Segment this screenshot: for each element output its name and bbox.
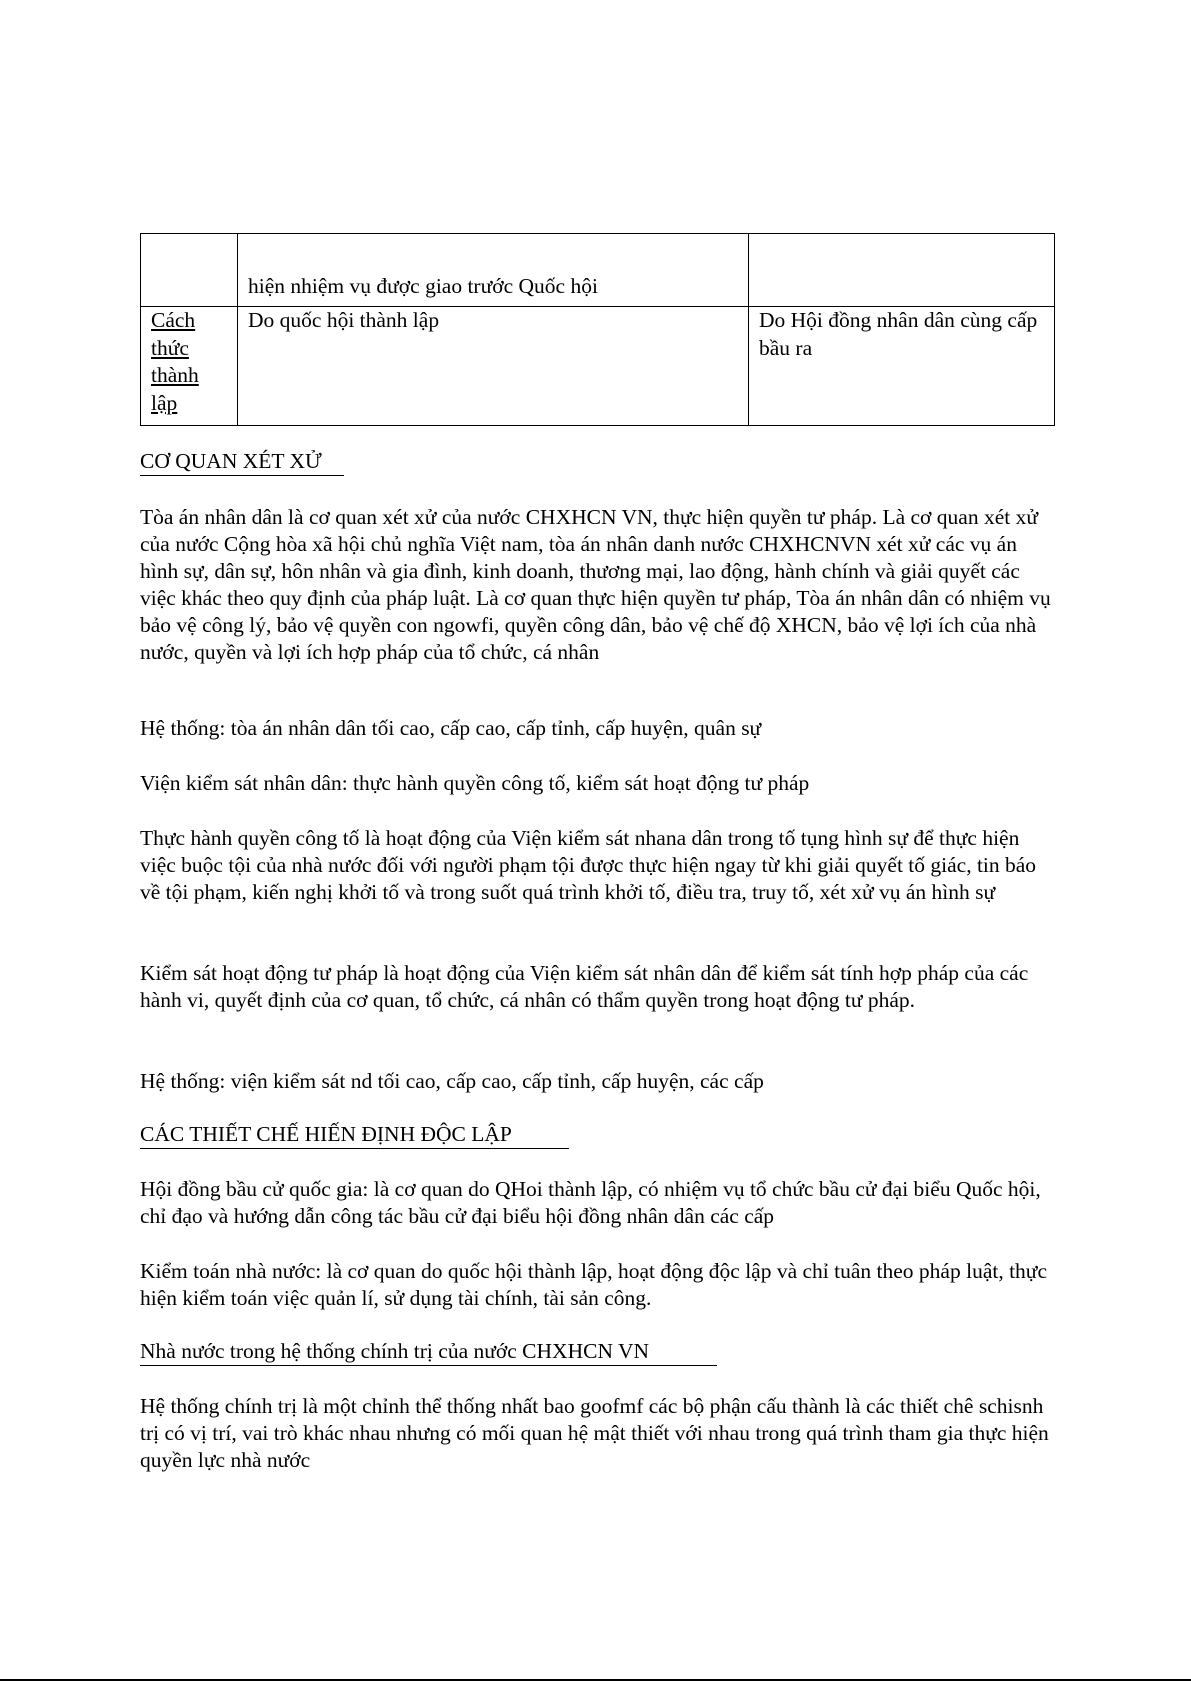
row-label-cell — [141, 307, 238, 426]
table-cell: Do quốc hội thành lập — [238, 307, 749, 426]
row-label-line: lập — [151, 390, 178, 415]
paragraph-vien-kiem-sat: Viện kiểm sát nhân dân: thực hành quyền công tố, kiểm sát hoạt động tư pháp — [140, 771, 810, 795]
comparison-table — [140, 233, 1055, 426]
row-label-line: thức — [151, 335, 189, 360]
row-label-line: thành — [151, 363, 199, 387]
paragraph-toa-an: Tòa án nhân dân là cơ quan xét xử của nước CHXHCN VN, thực hiện quyền tư pháp. Là cơ quan xét xử của nước Cộng hòa xã hội chủ nghĩa Việt nam, tòa án nhân danh nước CHXHCNVN xét xử các vụ án hình sự, dân sự, hôn nhân và gia đình, kinh doanh, thương mại, lao động, hành chính và giải quyết các việc khác theo quy định của pháp luật. Là cơ quan thực hiện quyền tư pháp, Tòa án nhân dân có nhiệm vụ bảo vệ công lý, bảo vệ quyền con ngowfi, quyền công dân, bảo vệ chế độ XHCN, bảo vệ lợi ích của nhà nước, quyền và lợi ích hợp pháp của tổ chức, cá nhân — [140, 505, 1051, 664]
heading-thiet-che: CÁC THIẾT CHẾ HIẾN ĐỊNH ĐỘC LẬP — [140, 1121, 569, 1149]
paragraph-he-thong-toa-an: Hệ thống: tòa án nhân dân tối cao, cấp cao, cấp tỉnh, cấp huyện, quân sự — [140, 716, 762, 740]
paragraph-kiem-toan: Kiểm toán nhà nước: là cơ quan do quốc hội thành lập, hoạt động độc lập và chỉ tuân theo pháp luật, thực hiện kiểm toán việc quản lí, sử dụng tài chính, tài sản công. — [140, 1259, 1047, 1310]
paragraph-he-thong-vks: Hệ thống: viện kiểm sát nd tối cao, cấp cao, cấp tỉnh, cấp huyện, các cấp — [140, 1069, 764, 1093]
table-row — [141, 234, 1055, 307]
heading-nha-nuoc: Nhà nước trong hệ thống chính trị của nước CHXHCN VN — [140, 1338, 717, 1366]
table-row — [141, 307, 1055, 426]
table-cell — [749, 234, 1055, 307]
table-cell: hiện nhiệm vụ được giao trước Quốc hội — [238, 234, 749, 307]
paragraph-hoi-dong-bau-cu: Hội đồng bầu cử quốc gia: là cơ quan do QHoi thành lập, có nhiệm vụ tổ chức bầu cử đại biểu Quốc hội, chỉ đạo và hướng dẫn công tác bầu cử đại biểu hội đồng nhân dân các cấp — [140, 1177, 1041, 1228]
paragraph-kiem-sat-tu-phap: Kiểm sát hoạt động tư pháp là hoạt động của Viện kiểm sát nhân dân để kiểm sát tính hợp pháp của các hành vi, quyết định của cơ quan, tổ chức, cá nhân có thẩm quyền trong hoạt động tư pháp. — [140, 961, 1029, 1012]
table-cell — [141, 234, 238, 307]
paragraph-he-thong-chinh-tri: Hệ thống chính trị là một chỉnh thể thống nhất bao goofmf các bộ phận cấu thành là các thiết chê schisnh trị có vị trí, vai trò khác nhau nhưng có mối quan hệ mật thiết với nhau trong quá trình tham gia thực hiện quyền lực nhà nước — [140, 1394, 1049, 1472]
table-cell: Do Hội đồng nhân dân cùng cấp bầu ra — [749, 307, 1055, 426]
row-label-line: Cách — [151, 308, 196, 332]
page-bottom-divider — [0, 1679, 1191, 1681]
paragraph-cong-to: Thực hành quyền công tố là hoạt động của Viện kiểm sát nhana dân trong tố tụng hình sự để thực hiện việc buộc tội của nhà nước đối với người phạm tội được thực hiện ngay từ khi giải quyết tố giác, tin báo về tội phạm, kiến nghị khởi tố và trong suốt quá trình khởi tố, điều tra, truy tố, xét xử vụ án hình sự — [140, 826, 1037, 904]
heading-co-quan-xet-xu: CƠ QUAN XÉT XỬ — [140, 448, 344, 476]
